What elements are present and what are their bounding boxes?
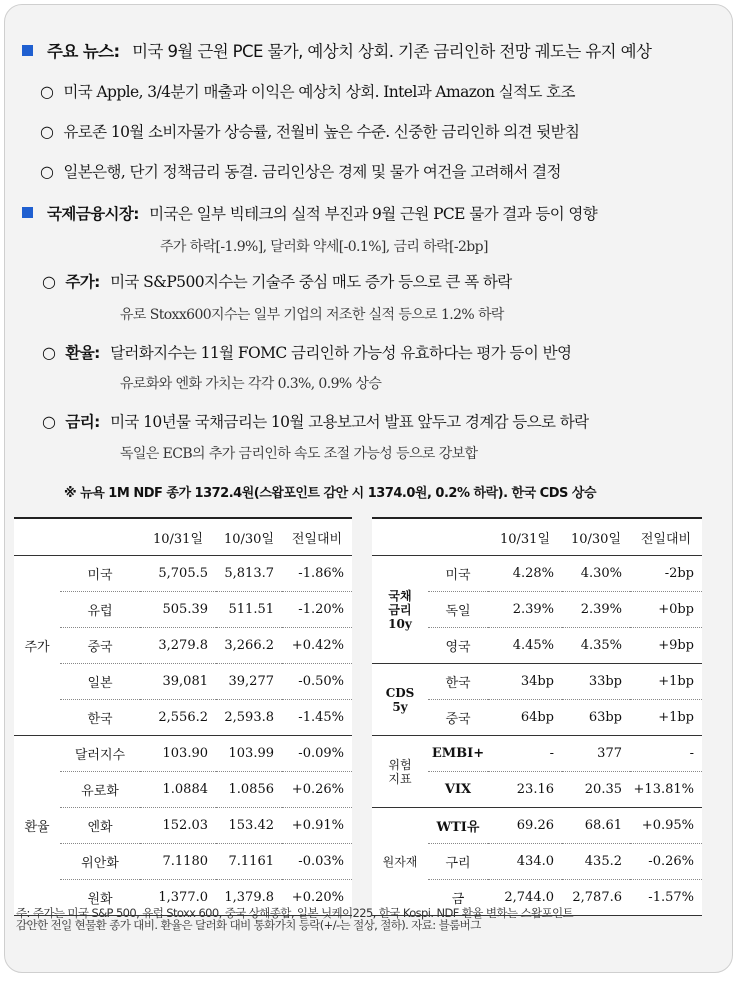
value-change: +0.26% [282, 772, 352, 808]
table-row [372, 736, 702, 772]
market-title: 국제금융시장: [47, 205, 139, 223]
value-today: 152.03 [140, 808, 216, 844]
value-prev: 4.30% [562, 556, 630, 592]
circle-bullet-icon: ○ [40, 162, 54, 181]
table-row [14, 700, 352, 736]
table-header-row [372, 518, 702, 556]
table-row [14, 592, 352, 628]
group-label: 국채 금리 10y [372, 556, 428, 664]
row-label: 중국 [428, 700, 488, 736]
value-today: 505.39 [140, 592, 216, 628]
value-today: 64bp [488, 700, 562, 736]
value-prev: 103.99 [216, 736, 282, 772]
value-today: 3,279.8 [140, 628, 216, 664]
table-row [372, 556, 702, 592]
value-today: 2,744.0 [488, 880, 562, 916]
market-headline: 미국은 일부 빅테크의 실적 부진과 9월 근원 PCE 물가 결과 등이 영향 [149, 205, 598, 223]
news-headline: 미국 9월 근원 PCE 물가, 예상치 상회. 기존 금리인하 전망 궤도는 유지 예상 [132, 42, 652, 61]
value-change: -1.20% [282, 592, 352, 628]
value-change: +1bp [630, 664, 702, 700]
value-today: 1,377.0 [140, 880, 216, 916]
row-label: 중국 [60, 628, 140, 664]
circle-bullet-icon: ○ [42, 343, 56, 362]
value-prev: 1.0856 [216, 772, 282, 808]
row-label: 금 [428, 880, 488, 916]
row-label: 일본 [60, 664, 140, 700]
value-prev: 39,277 [216, 664, 282, 700]
square-bullet-icon [22, 207, 33, 218]
value-today: 69.26 [488, 808, 562, 844]
group-label: 원자재 [372, 808, 428, 916]
row-label: 원화 [60, 880, 140, 916]
group-label: CDS 5y [372, 664, 428, 736]
news-bullet-1: ○ 미국 Apple, 3/4분기 매출과 이익은 예상치 상회. Intel과 Amazon 실적도 호조 [40, 82, 575, 101]
value-today: 7.1180 [140, 844, 216, 880]
row-label: 한국 [428, 664, 488, 700]
value-prev: 2,787.6 [562, 880, 630, 916]
news-title: 주요 뉴스: [47, 42, 120, 61]
value-prev: 435.2 [562, 844, 630, 880]
row-label: 한국 [60, 700, 140, 736]
value-today: - [488, 736, 562, 772]
col-header-date1: 10/31일 [488, 518, 562, 556]
group-label: 주가 [14, 556, 60, 736]
market-item-fx-sub: 유로화와 엔화 가치는 각각 0.3%, 0.9% 상승 [120, 376, 382, 392]
value-today: 434.0 [488, 844, 562, 880]
circle-bullet-icon: ○ [42, 272, 56, 291]
value-prev: 3,266.2 [216, 628, 282, 664]
market-table-left [14, 517, 352, 916]
market-item-rate-sub: 독일은 ECB의 추가 금리인하 속도 조절 가능성 등으로 강보합 [120, 446, 478, 462]
col-header-date2: 10/30일 [216, 518, 282, 556]
row-label: 위안화 [60, 844, 140, 880]
value-today: 4.45% [488, 628, 562, 664]
row-label: 유로화 [60, 772, 140, 808]
value-change: +0.95% [630, 808, 702, 844]
group-label: 환율 [14, 736, 60, 916]
value-today: 4.28% [488, 556, 562, 592]
table-header-row [14, 518, 352, 556]
table-row [14, 772, 352, 808]
row-label: 독일 [428, 592, 488, 628]
table-row [14, 736, 352, 772]
value-today: 39,081 [140, 664, 216, 700]
news-headline-row [22, 38, 651, 62]
row-label: 엔화 [60, 808, 140, 844]
value-prev: 5,813.7 [216, 556, 282, 592]
row-label: WTI유 [428, 808, 488, 844]
market-summary: 주가 하락[-1.9%], 달러화 약세[-0.1%], 금리 하락[-2bp] [160, 239, 488, 255]
square-bullet-icon [22, 45, 33, 56]
circle-bullet-icon: ○ [40, 122, 54, 141]
table-row [372, 664, 702, 700]
value-today: 1.0884 [140, 772, 216, 808]
table-row [372, 808, 702, 844]
value-prev: 377 [562, 736, 630, 772]
value-prev: 4.35% [562, 628, 630, 664]
value-prev: 1,379.8 [216, 880, 282, 916]
value-change: -0.09% [282, 736, 352, 772]
value-prev: 2,593.8 [216, 700, 282, 736]
market-item-stock-sub: 유로 Stoxx600지수는 일부 기업의 저조한 실적 등으로 1.2% 하락 [120, 307, 504, 323]
value-change: -2bp [630, 556, 702, 592]
value-today: 2.39% [488, 592, 562, 628]
market-table-right [372, 517, 702, 916]
value-today: 23.16 [488, 772, 562, 808]
value-prev: 20.35 [562, 772, 630, 808]
value-today: 2,556.2 [140, 700, 216, 736]
table-row [14, 628, 352, 664]
row-label: 영국 [428, 628, 488, 664]
col-header-change: 전일대비 [282, 518, 352, 556]
circle-bullet-icon: ○ [40, 82, 54, 101]
row-label: 구리 [428, 844, 488, 880]
table-row [14, 664, 352, 700]
news-bullet-3: ○ 일본은행, 단기 정책금리 동결. 금리인상은 경제 및 물가 여건을 고려해서 결정 [40, 162, 561, 181]
value-change: - [630, 736, 702, 772]
footnote-line-2: 감안한 전일 현물환 종가 대비. 환율은 달러화 대비 통화가치 등락(+/-는 절상, 절하). 자료: 블룸버그 [16, 918, 481, 932]
value-today: 103.90 [140, 736, 216, 772]
footnote-line-1: 주: 주가는 미국 S&P 500, 유럽 Stoxx 600, 중국 상해종합, 일본 닛케이225, 한국 Kospi. NDF 환율 변화는 스왑포인트 [16, 906, 573, 920]
market-item-fx: ○ 환율: 달러화지수는 11월 FOMC 금리인하 가능성 유효하다는 평가 등이 반영 [42, 343, 572, 362]
col-header-change: 전일대비 [630, 518, 702, 556]
value-change: +0.20% [282, 880, 352, 916]
value-change: -1.45% [282, 700, 352, 736]
group-label: 위험 지표 [372, 736, 428, 808]
value-prev: 7.1161 [216, 844, 282, 880]
col-header-date2: 10/30일 [562, 518, 630, 556]
row-label: 달러지수 [60, 736, 140, 772]
value-today: 34bp [488, 664, 562, 700]
row-label: 미국 [60, 556, 140, 592]
value-change: -1.86% [282, 556, 352, 592]
value-change: -0.03% [282, 844, 352, 880]
value-prev: 153.42 [216, 808, 282, 844]
value-change: +0bp [630, 592, 702, 628]
value-today: 5,705.5 [140, 556, 216, 592]
market-headline-row [22, 202, 597, 224]
value-prev: 511.51 [216, 592, 282, 628]
value-change: +13.81% [630, 772, 702, 808]
value-change: -1.57% [630, 880, 702, 916]
row-label: 미국 [428, 556, 488, 592]
value-prev: 63bp [562, 700, 630, 736]
news-bullet-2: ○ 유로존 10월 소비자물가 상승률, 전월비 높은 수준. 신중한 금리인하 의견 뒷받침 [40, 122, 580, 141]
footnote [16, 907, 573, 931]
value-change: -0.50% [282, 664, 352, 700]
table-row [14, 556, 352, 592]
row-label: 유럽 [60, 592, 140, 628]
market-item-rate: ○ 금리: 미국 10년물 국채금리는 10월 고용보고서 발표 앞두고 경계감 등으로 하락 [42, 412, 589, 431]
ndf-note: ※ 뉴욕 1M NDF 종가 1372.4원(스왑포인트 감안 시 1374.0원, 0.2% 하락). 한국 CDS 상승 [64, 486, 597, 501]
value-change: +1bp [630, 700, 702, 736]
value-change: +0.91% [282, 808, 352, 844]
value-prev: 68.61 [562, 808, 630, 844]
row-label: VIX [428, 772, 488, 808]
circle-bullet-icon: ○ [42, 412, 56, 431]
table-row [14, 808, 352, 844]
value-change: +0.42% [282, 628, 352, 664]
row-label: EMBI+ [428, 736, 488, 772]
value-prev: 2.39% [562, 592, 630, 628]
value-change: -0.26% [630, 844, 702, 880]
table-row [14, 844, 352, 880]
value-change: +9bp [630, 628, 702, 664]
col-header-date1: 10/31일 [140, 518, 216, 556]
market-item-stock: ○ 주가: 미국 S&P500지수는 기술주 중심 매도 증가 등으로 큰 폭 하락 [42, 272, 512, 291]
value-prev: 33bp [562, 664, 630, 700]
